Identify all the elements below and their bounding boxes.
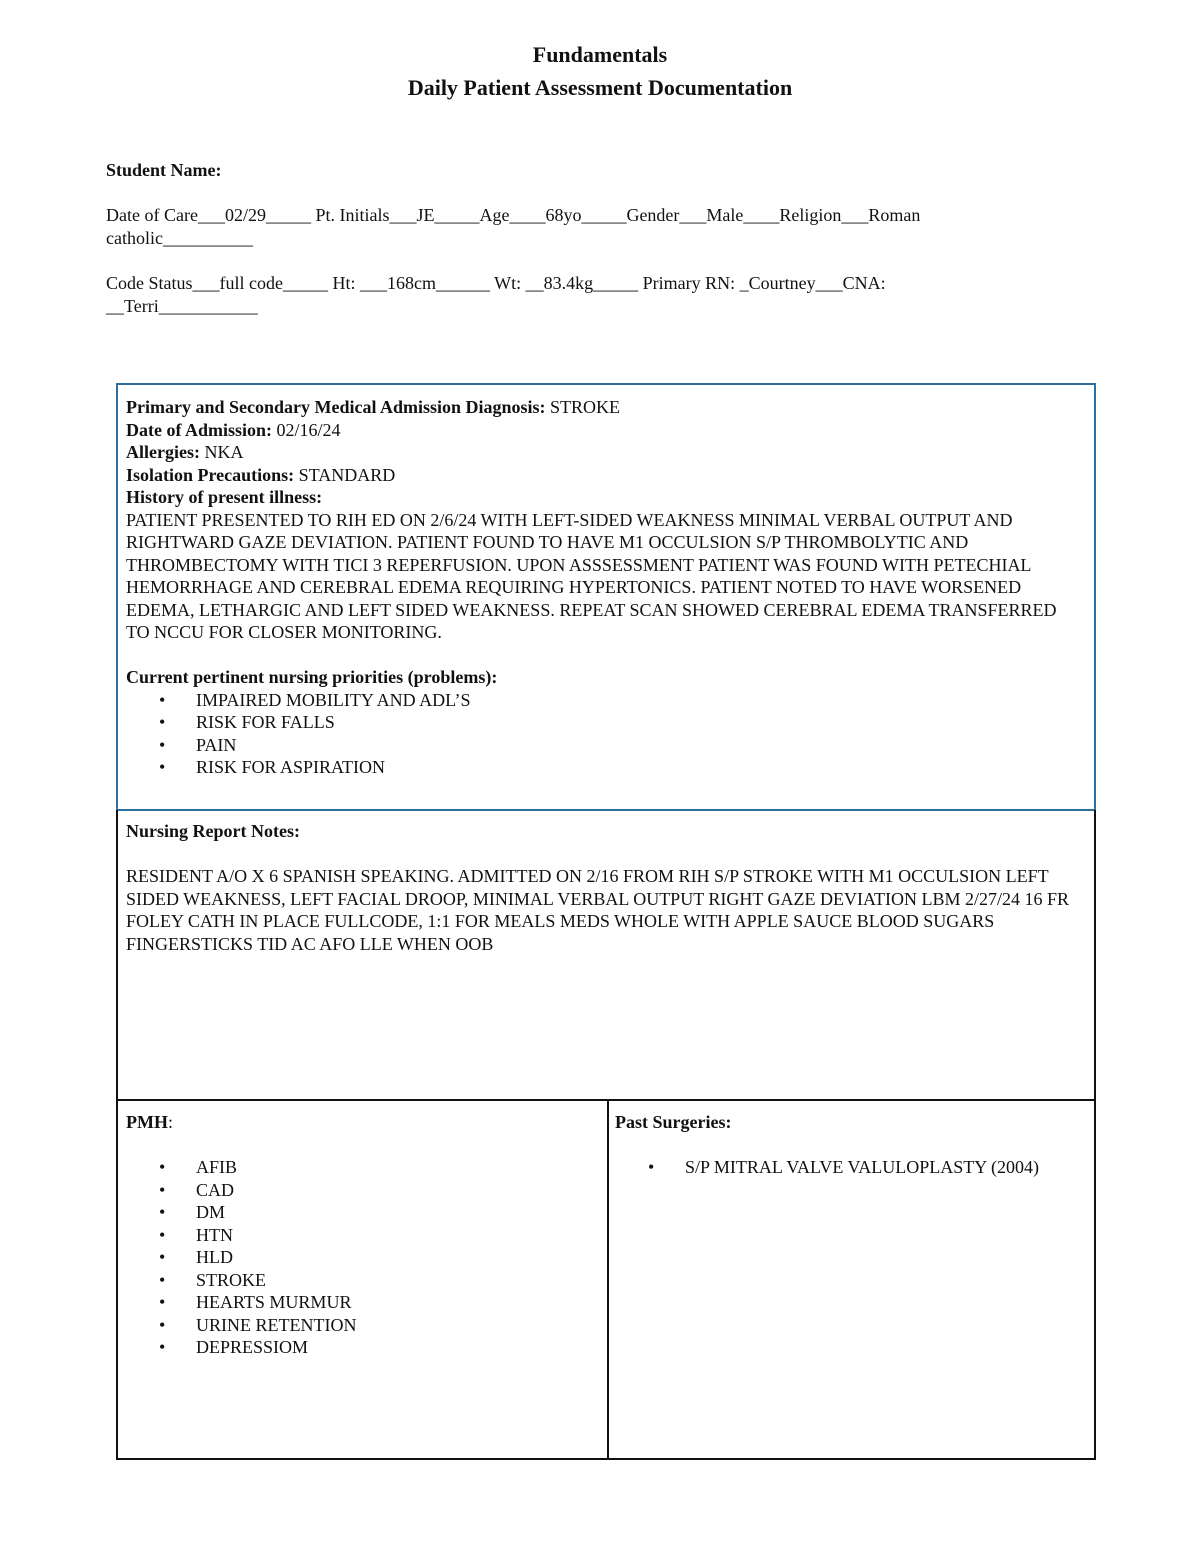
pmh-label: PMH: [126, 1112, 168, 1132]
document-title: Fundamentals: [532, 42, 668, 67]
allergies-row: [126, 441, 1076, 464]
list-item: • HTN: [126, 1224, 596, 1247]
document-subtitle: Daily Patient Assessment Documentation: [407, 75, 793, 100]
surgeries-label: Past Surgeries:: [615, 1112, 732, 1132]
pmh-column: [126, 1111, 596, 1359]
isolation-row: [126, 464, 1076, 487]
code-status-line: Code Status___full code_____ Ht: ___168cm______ Wt: __83.4kg_____ Primary RN: _Courtney___CNA: __Terri___________: [106, 273, 886, 316]
list-item: • AFIB: [126, 1156, 596, 1179]
admission-date-value: 02/16/24: [272, 419, 341, 440]
list-item: • HEARTS MURMUR: [126, 1291, 596, 1314]
column-divider: [607, 1101, 609, 1458]
isolation-value: STANDARD: [294, 464, 396, 485]
pmh-heading: [126, 1111, 596, 1134]
admission-date-label: Date of Admission:: [126, 419, 273, 440]
priorities-list: [126, 689, 1076, 779]
student-name-label: Student Name:: [106, 160, 222, 180]
admission-section: [116, 383, 1096, 811]
list-item: • S/P MITRAL VALVE VALULOPLASTY (2004): [615, 1156, 1090, 1179]
list-item: • CAD: [126, 1179, 596, 1202]
allergies-label: Allergies:: [126, 442, 200, 462]
history-text: PATIENT PRESENTED TO RIH ED ON 2/6/24 WITH LEFT-SIDED WEAKNESS MINIMAL VERBAL OUTPUT AND RIGHTWARD GAZE DEVIATION. PATIENT FOUND TO HAVE M1 OCCULSION S/P THROMBOLYTIC AND THROMBECTOMY WITH TICI 3 REPERFUSION. UPON ASSSESSMENT PATIENT WAS FOUND WITH PETECHIAL HEMORRHAGE AND CEREBRAL EDEMA REQUIRING HYPERTONICS. PATIENT NOTED TO HAVE WORSENED EDEMA, LETHARGIC AND LEFT SIDED WEAKNESS. REPEAT SCAN SHOWED CEREBRAL EDEMA TRANSFERRED TO NCCU FOR CLOSER MONITORING.: [126, 509, 1057, 642]
list-item: • IMPAIRED MOBILITY AND ADL’S: [126, 689, 1076, 712]
report-section: [116, 810, 1096, 1101]
diagnosis-label: Primary and Secondary Medical Admission Diagnosis:: [126, 397, 546, 417]
list-item: • HLD: [126, 1246, 596, 1269]
list-item: • DEPRESSIOM: [126, 1336, 596, 1359]
diagnosis-row: [126, 396, 1076, 419]
list-item: • RISK FOR FALLS: [126, 711, 1076, 734]
pmh-list: [126, 1156, 596, 1359]
list-item: • URINE RETENTION: [126, 1314, 596, 1337]
surgeries-column: [615, 1111, 1090, 1179]
admission-date-row: [126, 419, 1076, 442]
diagnosis-value: STROKE: [545, 397, 621, 417]
list-item: • RISK FOR ASPIRATION: [126, 756, 1076, 779]
report-label: Nursing Report Notes:: [126, 821, 300, 841]
list-item: • PAIN: [126, 734, 1076, 757]
priorities-label: Current pertinent nursing priorities (problems):: [126, 667, 498, 687]
allergies-value: NKA: [199, 442, 244, 462]
list-item: • STROKE: [126, 1269, 596, 1292]
isolation-label: Isolation Precautions:: [126, 464, 295, 485]
surgeries-list: [615, 1156, 1090, 1179]
care-details-line: Date of Care___02/29_____ Pt. Initials___JE_____Age____68yo_____Gender___Male____Religion___Roman catholic__________: [106, 205, 921, 248]
report-text: RESIDENT A/O X 6 SPANISH SPEAKING. ADMITTED ON 2/16 FROM RIH S/P STROKE WITH M1 OCCULSION LEFT SIDED WEAKNESS, LEFT FACIAL DROOP, MINIMAL VERBAL OUTPUT RIGHT GAZE DEVIATION LBM 2/27/24 16 FR FOLEY CATH IN PLACE FULLCODE, 1:1 FOR MEALS MEDS WHOLE WITH APPLE SAUCE BLOOD SUGARS FINGERSTICKS TID AC AFO LLE WHEN OOB: [126, 866, 1070, 954]
history-label: History of present illness:: [126, 487, 323, 507]
history-table: [116, 1099, 1096, 1460]
list-item: • DM: [126, 1201, 596, 1224]
pmh-colon: :: [168, 1112, 174, 1132]
